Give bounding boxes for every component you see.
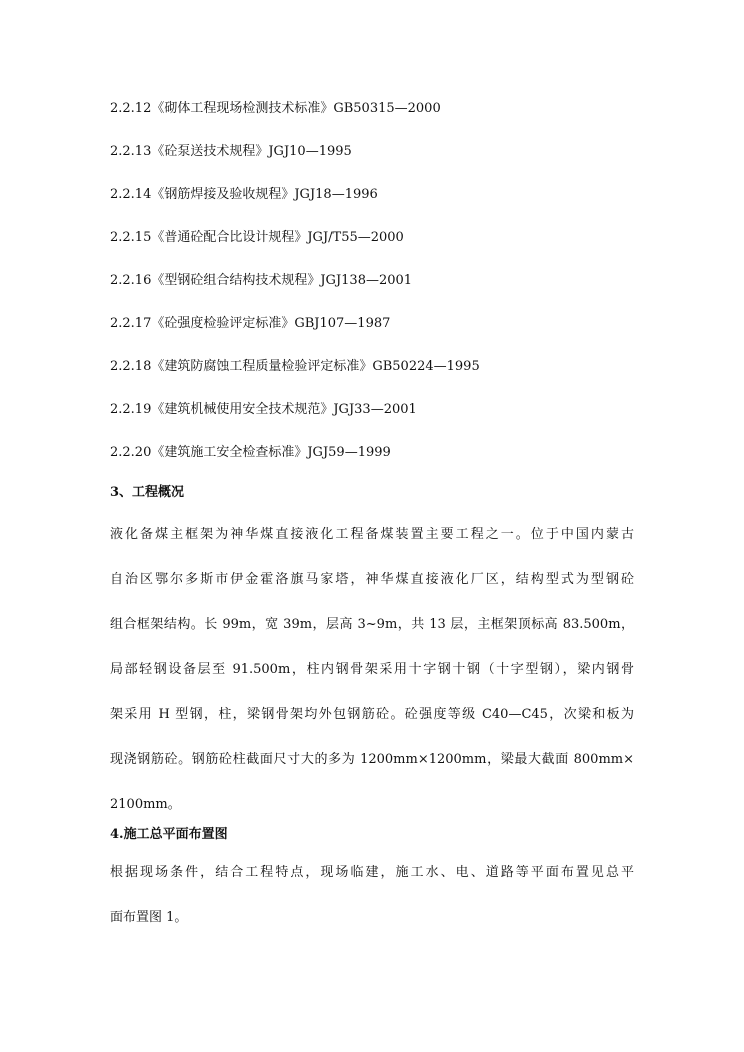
standard-item: 2.2.14《钢筋焊接及验收规程》JGJ18—1996	[110, 187, 378, 202]
project-overview-paragraph	[110, 520, 634, 835]
paragraph-line: 液化备煤主框架为神华煤直接液化工程备煤装置主要工程之一。位于中国内蒙古	[110, 527, 634, 542]
paragraph-line: 面布置图 1。	[110, 910, 188, 925]
paragraph-line: 现浇钢筋砼。钢筋砼柱截面尺寸大的多为 1200mm×1200mm，梁最大截面 800mm×	[110, 752, 634, 767]
paragraph-line: 2100mm。	[110, 797, 181, 812]
standard-item: 2.2.12《砌体工程现场检测技术标准》GB50315—2000	[110, 101, 441, 116]
paragraph-line: 自治区鄂尔多斯市伊金霍洛旗马家塔，神华煤直接液化厂区，结构型式为型钢砼	[110, 572, 634, 587]
standard-item: 2.2.19《建筑机械使用安全技术规范》JGJ33—2001	[110, 402, 417, 417]
standard-item: 2.2.15《普通砼配合比设计规程》JGJ/T55—2000	[110, 230, 404, 245]
standard-item: 2.2.16《型钢砼组合结构技术规程》JGJ138—2001	[110, 273, 413, 288]
standard-item: 2.2.18《建筑防腐蚀工程质量检验评定标准》GB50224—1995	[110, 359, 480, 374]
section-3-heading: 3、工程概况	[110, 485, 185, 500]
site-layout-paragraph	[110, 858, 634, 948]
standard-item: 2.2.20《建筑施工安全检查标准》JGJ59—1999	[110, 445, 391, 460]
section-4-heading: 4.施工总平面布置图	[110, 827, 228, 842]
standard-item: 2.2.13《砼泵送技术规程》JGJ10—1995	[110, 144, 352, 159]
paragraph-line: 根据现场条件，结合工程特点，现场临建，施工水、电、道路等平面布置见总平	[110, 865, 634, 880]
paragraph-line: 架采用 H 型钢，柱，梁钢骨架均外包钢筋砼。砼强度等级 C40—C45，次梁和板为	[110, 707, 634, 722]
paragraph-line: 局部轻钢设备层至 91.500m，柱内钢骨架采用十字钢十钢（十字型钢），梁内钢骨	[110, 662, 634, 677]
paragraph-line: 组合框架结构。长 99m，宽 39m，层高 3~9m，共 13 层，主框架顶标高 83.500m，	[110, 617, 634, 632]
standards-list	[110, 97, 480, 484]
standard-item: 2.2.17《砼强度检验评定标准》GBJ107—1987	[110, 316, 391, 331]
